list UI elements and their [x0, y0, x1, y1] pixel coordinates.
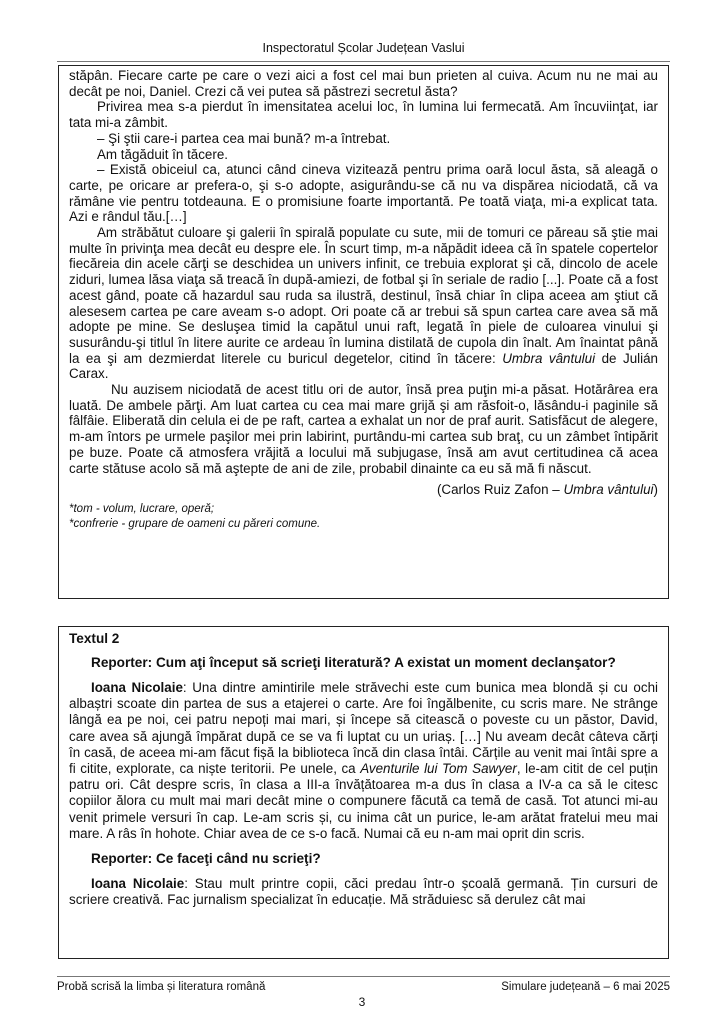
interview-question — [69, 851, 658, 867]
footnote-confrerie: *confrerie - grupare de oameni cu păreri comune. — [69, 517, 321, 530]
footer-exam-name: Probă scrisă la limba și literatura română — [57, 981, 266, 993]
page-footer — [57, 976, 670, 993]
text1-paragraph — [69, 225, 658, 382]
text2-box — [58, 626, 669, 959]
text1-paragraph: Nu auzisem niciodată de acest titlu ori de autor, însă prea puţin mi-a păsat. Hotărârea era luată. De ambele părţi. Am luat cartea cu cea mai mare grijă şi am răsfoit-o, lăsându-i paginile să fâlfâie. Eliberată din celula ei de pe raft, cartea a exhalat un nor de praf aurit. Satisfăcut de alegere, m-am întors pe urmele paşilor mei prin labirint, purtându-mi cartea sub braţ, cu un zâmbet întipărit pe buze. Poate că atmosfera vrăjită a locului mă subjugase, însă am avut certitudinea că acea carte stătuse acolo să mă aştepte de ani de zile, probabil dinainte ca eu să mă fi născut. — [69, 382, 658, 476]
text1-dialogue: – Şi ştii care-i partea cea mai bună? m-a întrebat. — [97, 130, 391, 146]
answer-text: : Stau mult printre copii, căci predau într-o școală germană. Țin cursuri de scriere creativă. Fac jurnalism specializat în educație. Mă străduiesc să derulez cât mai — [69, 876, 658, 908]
footer-date: Simulare județeană – 6 mai 2025 — [501, 981, 670, 993]
question-speaker: Reporter — [91, 655, 148, 670]
text1-p6-end: de Julián Carax. — [69, 350, 658, 382]
text2-title: Textul 2 — [69, 631, 120, 646]
text1-paragraph: stăpân. Fiecare carte pe care o vezi aici a fost cel mai bun prieten al cuiva. Acum nu ne mai au decât pe noi, Daniel. Crezi că vei putea să păstrezi secretul ăsta? — [69, 68, 658, 99]
footnote-tom: *tom - volum, lucrare, operă; — [69, 503, 215, 516]
source-prefix: (Carlos Ruiz Zafon – — [436, 482, 564, 498]
source-suffix: ) — [653, 482, 658, 498]
page-number: 3 — [358, 995, 366, 1009]
answer-text-start: : Una dintre amintirile mele străvechi este cum bunica mea blondă și cu ochi albaștri scoate din partea de sus a etajerei o carte. Are foi îngălbenite, cu scris mare. Ne strânge lângă ea pe noi, cei patru nepoți mai mari, și începe să citească o poveste cu un păstor, David, care avea să ajungă împărat după ce se va fi luptat cu un uriaș. […] Nu aveam decât câteva cărți în casă, de aceea mi-am făcut fișă la biblioteca încă din clasa întâi. Cărțile au venit mai întâi spre a fi citite, explorate, ca niște teritorii. Pe unele, ca — [69, 680, 658, 777]
interview-answer — [69, 680, 658, 842]
answer-speaker: Ioana Nicolaie — [91, 876, 185, 892]
interview-question — [69, 655, 658, 671]
text1-source — [69, 482, 658, 498]
answer-speaker: Ioana Nicolaie — [91, 680, 183, 695]
book-title: Umbra vântului — [502, 350, 596, 366]
text1-p6-start: Am străbătut culoare şi galerii în spirală populate cu sute, mii de tomuri ce păreau să ştie mai multe în privinţa mea decât eu despre ele. În scurt timp, m-a năpădit ideea că în spatele copertelor fiecăreia din acele cărţi se deschidea un univers infinit, ce trebuia explorat şi că, dincolo de acele ziduri, lumea lăsa viaţa să treacă în după-amiezi, de fotbal şi în seriale de radio [...]. Poate că a fost acest gând, poate că hazardul sau ruda sa ilustră, destinul, însă chiar în clipa aceea am ştiut că alesesem cartea pe care aveam s-o adopt. Ori poate că ar trebui să spun cartea care avea să mă adopte pe mine. Se desluşea timid la capătul unui raft, legată în piele de culoarea vinului şi susurându-şi titlul în litere aurite ce ardeau în lumina distilată de cupola din înalt. Am înaintat până la ea şi am dezmierdat literele cu buricul degetelor, citind în tăcere: — [69, 225, 658, 366]
text1-paragraph: – Există obiceiul ca, atunci când cineva vizitează pentru prima oară locul ăsta, să aleagă o carte, pe oricare ar prefera-o, şi s-o adopte, asigurându-se că nu va dispărea niciodată, că va rămâne vie pentru totdeauna. E o promisiune foarte importantă. Pe toată viaţa, mi-a explicat tata. Azi e rândul tău.[…] — [69, 162, 658, 225]
answer-text-end: , le-am citit de cel puțin patru ori. Cât despre scris, în clasa a III-a învățătoarea m-a dus în clasa a IV-a ca să le citesc copiilor ălora cu mult mai mari decât mine o compunere făcută ca temă de casă. Tot atunci mi-au venit primele versuri în cap. Le-am scris și, cu inima cât un purice, le-am arătat fratelui meu mai mare. A râs în hohote. Chiar avea de ce s-o facă. Numai că eu n-am mai oprit din scris. — [69, 761, 658, 841]
question-text: : Cum aţi început să scrieţi literatură? A existat un moment declanşator? — [147, 655, 616, 670]
answer-book-title: Aventurile lui Tom Sawyer — [360, 761, 517, 777]
header-title: Inspectoratul Școlar Județean Vaslui — [262, 41, 465, 55]
question-speaker: Reporter — [91, 851, 148, 867]
interview-answer — [69, 876, 658, 908]
page-header — [57, 41, 670, 62]
text1-paragraph: Privirea mea s-a pierdut în imensitatea acelui loc, în lumina lui fermecată. Am încuviinţat, iar tata mi-a zâmbit. — [69, 99, 658, 131]
source-title: Umbra vântului — [563, 482, 654, 498]
text1-box — [58, 65, 669, 599]
text1-dialogue: Am tăgăduit în tăcere. — [97, 146, 229, 162]
question-text: : Ce faceţi când nu scrieţi? — [147, 851, 321, 867]
